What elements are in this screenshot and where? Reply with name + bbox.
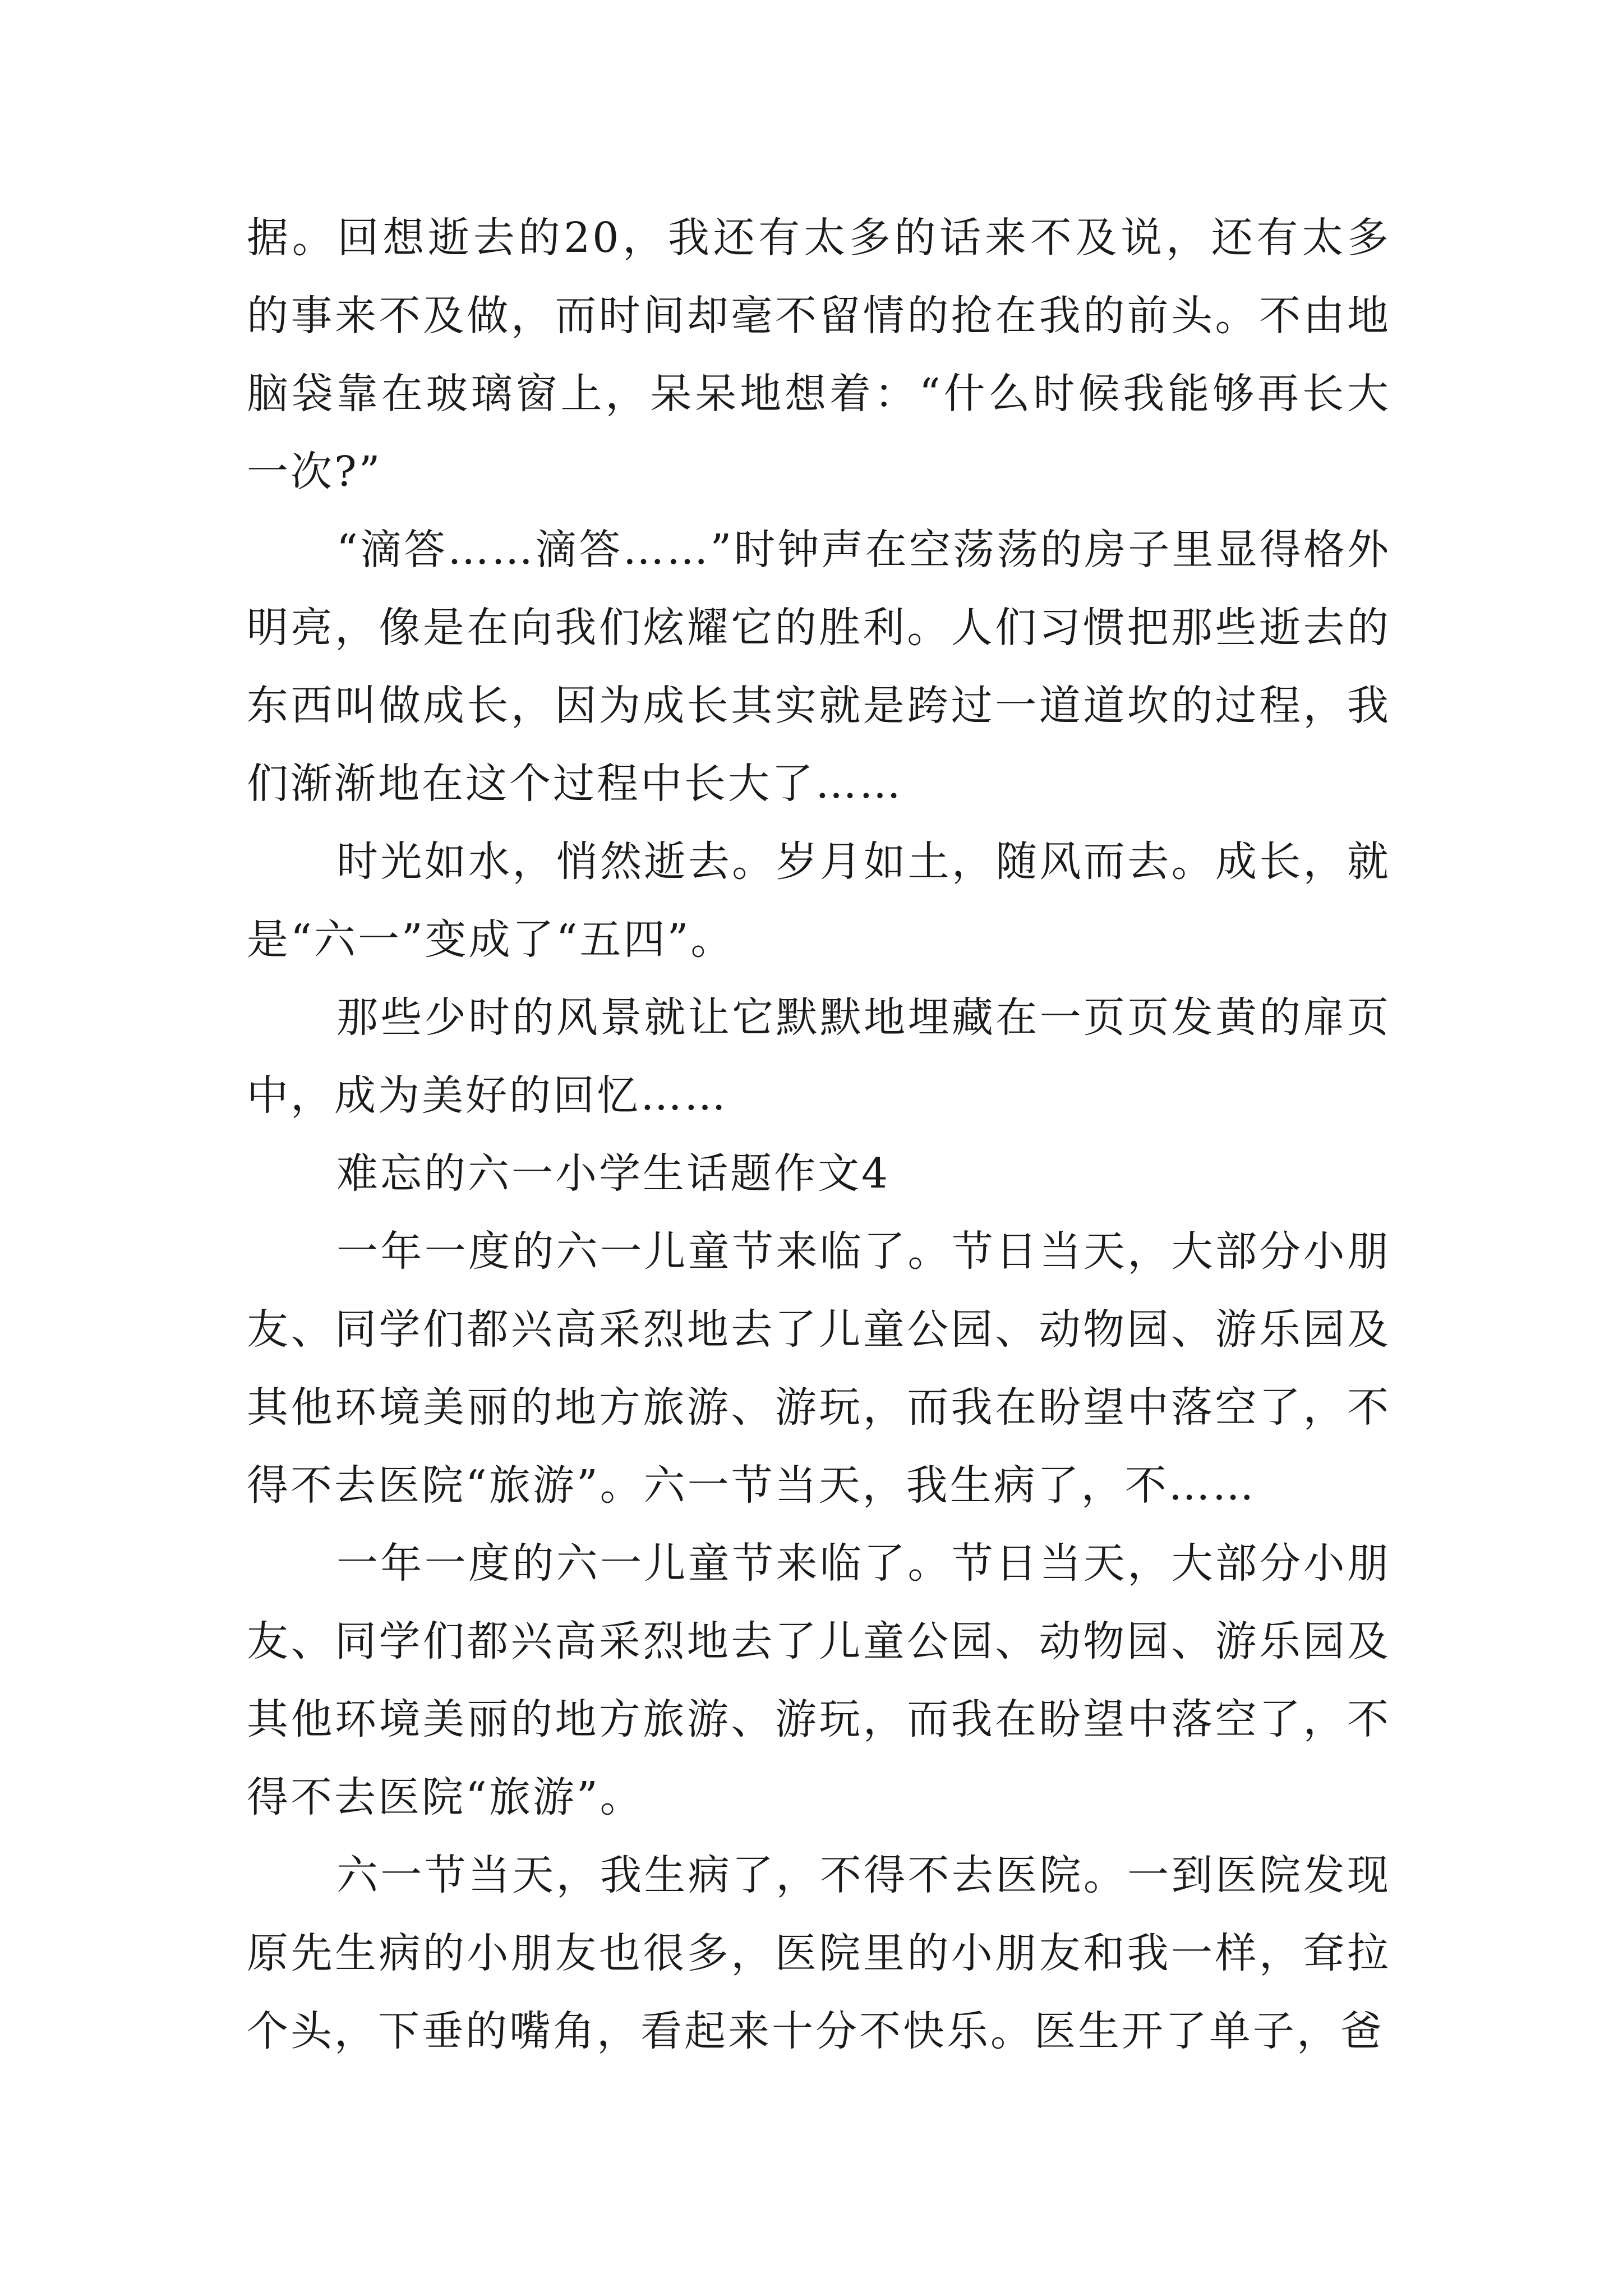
section-heading: 难忘的六一小学生话题作文4 [336, 1149, 891, 1198]
paragraph-1: 据。回想逝去的20，我还有太多的话来不及说，还有太多的事来不及做，而时间却毫不留情的抢在我的前头。不由地脑袋靠在玻璃窗上，呆呆地想着：“什么时候我能够再长大一次?” [247, 214, 1391, 496]
paragraph-6: 一年一度的六一儿童节来临了。节日当天，大部分小朋友、同学们都兴高采烈地去了儿童公园、动物园、游乐园及其他环境美丽的地方旅游、游玩，而我在盼望中落空了，不得不去医院“旅游”。 [247, 1539, 1391, 1821]
paragraph-2: “滴答……滴答……”时钟声在空荡荡的房子里显得格外明亮，像是在向我们炫耀它的胜利。人们习惯把那些逝去的东西叫做成长，因为成长其实就是跨过一道道坎的过程，我们渐渐地在这个过程中长大了…… [247, 526, 1391, 808]
paragraph-7: 六一节当天，我生病了，不得不去医院。一到医院发现原先生病的小朋友也很多，医院里的小朋友和我一样，耷拉个头，下垂的嘴角，看起来十分不快乐。医生开了单子，爸 [247, 1851, 1391, 2055]
paragraph-3: 时光如水，悄然逝去。岁月如土，随风而去。成长，就是“六一”变成了“五四”。 [247, 838, 1391, 964]
paragraph-4: 那些少时的风景就让它默默地埋藏在一页页发黄的扉页中，成为美好的回忆…… [247, 993, 1391, 1120]
document-body [247, 199, 1391, 2070]
paragraph-5: 一年一度的六一儿童节来临了。节日当天，大部分小朋友、同学们都兴高采烈地去了儿童公园、动物园、游乐园及其他环境美丽的地方旅游、游玩，而我在盼望中落空了，不得不去医院“旅游”。六一节当天，我生病了，不…… [247, 1227, 1391, 1510]
